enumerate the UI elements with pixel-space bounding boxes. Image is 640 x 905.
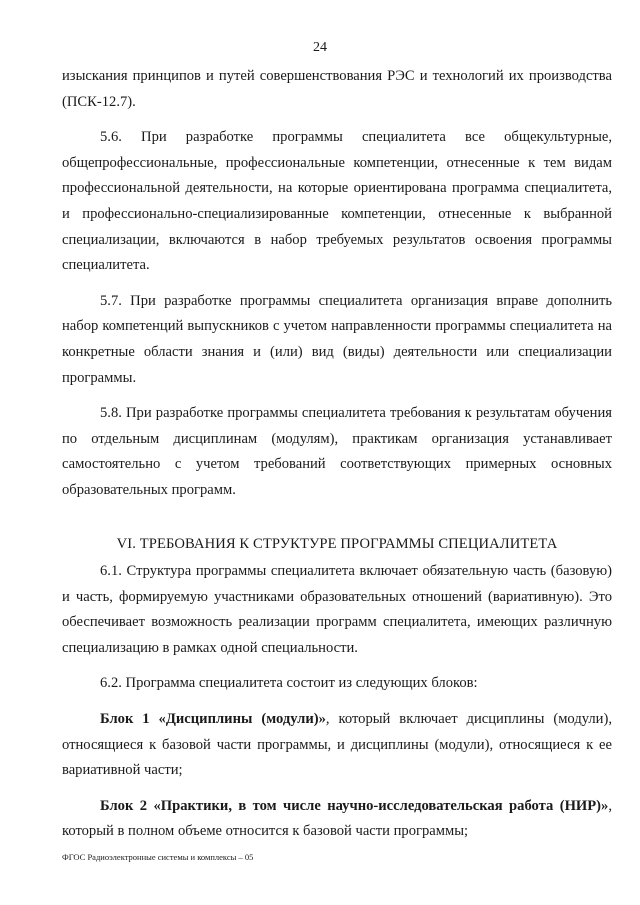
block-1-title: Блок 1 «Дисциплины (модули)» xyxy=(100,711,326,728)
block-2-title: Блок 2 «Практики, в том числе научно-исследовательская работа (НИР)» xyxy=(100,797,609,814)
section-heading: VI. ТРЕБОВАНИЯ К СТРУКТУРЕ ПРОГРАММЫ СПЕЦИАЛИТЕТА xyxy=(116,535,558,552)
paragraph-block-2 xyxy=(62,794,612,845)
paragraph-5-8: 5.8. При разработке программы специалитета требования к результатам обучения по отдельным дисциплинам (модулям), практикам организация устанавливает самостоятельно с учетом требований соответствующих примерных основных образовательных программ. xyxy=(62,405,612,498)
paragraph-block-1 xyxy=(62,707,612,784)
block-1-text: , который включает дисциплины (модули), относящиеся к базовой части программы, и дисциплины (модули), относящиеся к ее вариативной части; xyxy=(62,711,612,779)
block-2-text: , который в полном объеме относится к базовой части программы; xyxy=(62,797,612,840)
paragraph-5-7: 5.7. При разработке программы специалитета организация вправе дополнить набор компетенций выпускников с учетом направленности программы специалитета на конкретные области знания и (или) вид (виды) деятельности или специализации программы. xyxy=(62,292,612,386)
paragraph-6-1: 6.1. Структура программы специалитета включает обязательную часть (базовую) и часть, формируемую участниками образовательных отношений (вариативную). Это обеспечивает возможность реализации программ специалитета, имеющих различную специализацию в рамках одной специальности. xyxy=(62,563,612,656)
paragraph-5-6: 5.6. При разработке программы специалитета все общекультурные, общепрофессиональные, профессиональные компетенции, отнесенные к тем видам профессиональной деятельности, на которые ориентирована программа специалитета, и профессионально-специализированные компетенции, отнесенные к выбранной специализации, включаются в набор требуемых результатов освоения программы специалитета. xyxy=(62,129,612,274)
paragraph-6-2: 6.2. Программа специалитета состоит из следующих блоков: xyxy=(100,675,478,692)
document-body xyxy=(62,64,612,845)
document-footer: ФГОС Радиоэлектронные системы и комплексы – 05 xyxy=(62,852,254,862)
page-number: 24 xyxy=(313,40,327,55)
paragraph-continuation: изыскания принципов и путей совершенствования РЭС и технологий их производства (ПСК-12.7). xyxy=(62,68,612,110)
